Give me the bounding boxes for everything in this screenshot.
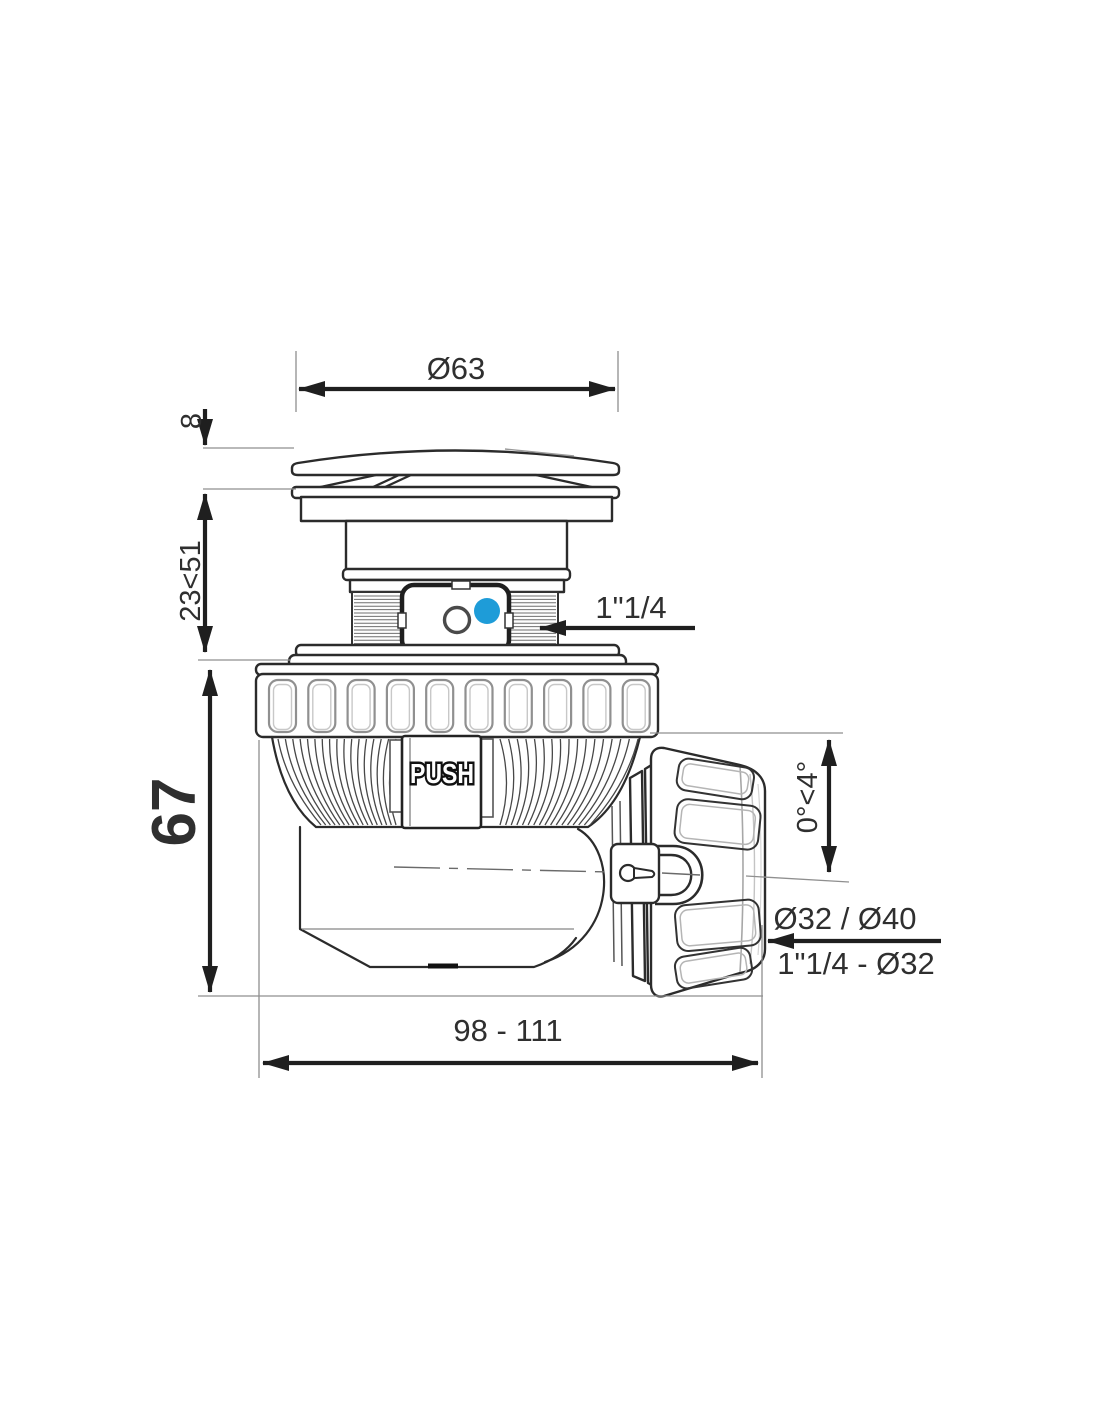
- flange-body: [301, 497, 612, 521]
- plate-top-notch: [452, 581, 470, 589]
- drain-cap: [292, 449, 619, 488]
- stem-cylinder: [346, 521, 567, 570]
- push-tab[interactable]: [390, 736, 493, 828]
- dim-adjustable-height: [175, 494, 207, 652]
- dim-body-height: [140, 670, 210, 992]
- dim-label-total-width: 98 - 111: [453, 1013, 563, 1048]
- dim-total-width: [263, 1013, 758, 1063]
- barrel-flutes-left: [278, 739, 396, 825]
- dim-label-outlet-2: 1"1/4 - Ø32: [777, 946, 935, 981]
- blue-indicator-dot: [474, 598, 500, 624]
- dim-label-tilt-angle: 0°<4°: [792, 760, 824, 834]
- dim-label-top-diameter: Ø63: [426, 351, 486, 386]
- dim-label-body-height: 67: [140, 777, 209, 847]
- dim-outlet: [768, 901, 941, 981]
- push-tab-left-hinge: [390, 740, 402, 812]
- drain-device: [256, 449, 765, 996]
- locknut: [256, 664, 658, 737]
- dim-label-cap-height: 8: [176, 412, 208, 430]
- dim-cap-height: [176, 409, 208, 445]
- dim-label-inlet-thread: 1"1/4: [595, 590, 667, 625]
- dim-tilt-angle: [792, 740, 829, 872]
- plate-left-notch: [398, 613, 406, 628]
- keyhole-tab: [611, 844, 659, 903]
- dim-inlet-thread: [540, 590, 695, 628]
- outlet-loop-inner: [655, 855, 691, 895]
- outlet-assembly: [611, 748, 765, 997]
- barrel-flutes-right: [500, 739, 638, 825]
- dim-label-outlet-1: Ø32 / Ø40: [773, 901, 917, 936]
- dim-top-diameter: [299, 351, 615, 389]
- dim-label-adjustable-height: 23<51: [175, 540, 207, 622]
- push-label: PUSH: [410, 758, 474, 789]
- white-indicator-dot: [445, 608, 470, 633]
- stem-band: [343, 569, 570, 580]
- plate-right-notch: [505, 613, 513, 628]
